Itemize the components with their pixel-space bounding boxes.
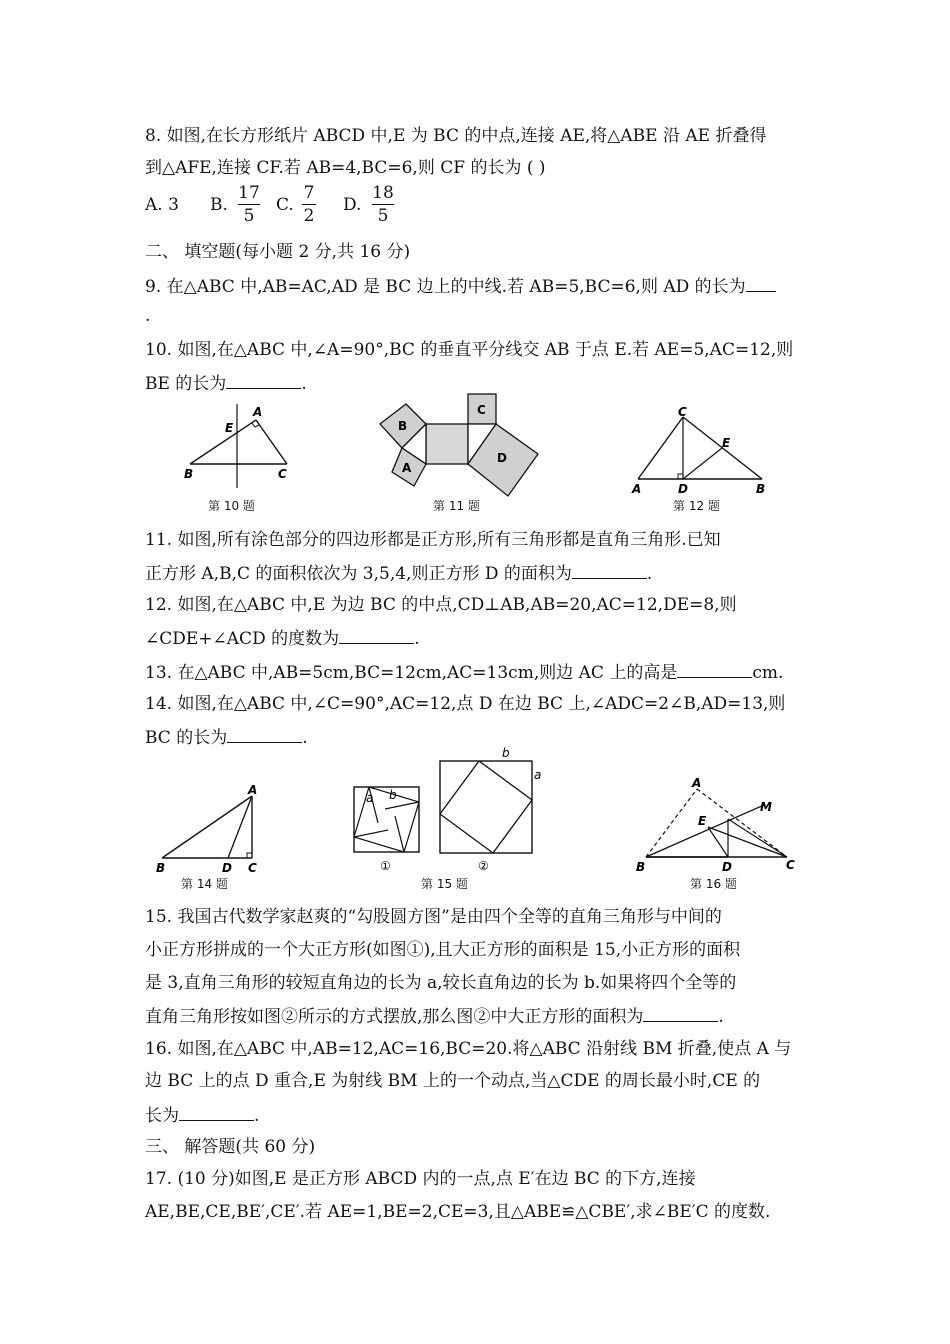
q10-text: BE 的长为	[145, 374, 227, 394]
q15-line3: 是 3,直角三角形的较短直角边的长为 a,较长直角边的长为 b.如果将四个全等的	[145, 973, 737, 993]
figure-q10	[180, 400, 300, 490]
q8-option-c-fraction	[302, 183, 316, 226]
caption-q16: 第 16 题	[690, 877, 737, 891]
q11-line2: 正方形 A,B,C 的面积依次为 3,5,4,则正方形 D 的面积为 .	[145, 560, 652, 586]
f10-label-a: A	[253, 405, 263, 419]
f11-label-a: A	[402, 461, 412, 475]
f11-label-b: B	[398, 419, 408, 433]
q8-line2: 到△AFE,连接 CF.若 AB=4,BC=6,则 CF 的长为 ( )	[145, 158, 546, 178]
f15-label-b: b	[389, 788, 397, 802]
figure-q15	[348, 745, 548, 877]
figure-q12	[628, 405, 773, 495]
f10-label-e: E	[225, 421, 234, 435]
f12-label-a: A	[632, 482, 642, 495]
q8-option-d-label: D.	[343, 195, 362, 215]
q8-d-numerator: 18	[372, 183, 394, 203]
f16-label-e: E	[698, 814, 707, 828]
f12-label-b: B	[756, 482, 766, 495]
figure-q11	[378, 392, 543, 497]
q8-option-c-label: C.	[276, 195, 294, 215]
q10-line2: BE 的长为 .	[145, 370, 307, 396]
q12-line2: ∠CDE+∠ACD 的度数为 .	[145, 625, 420, 651]
q9-answer-blank[interactable]	[746, 273, 776, 292]
q14-answer-blank[interactable]	[227, 724, 302, 743]
f16-label-a: A	[692, 776, 702, 790]
q13-answer-blank[interactable]	[677, 659, 752, 678]
q8-option-b-label: B.	[210, 195, 228, 215]
section-3-heading: 三、 解答题(共 60 分)	[145, 1137, 316, 1157]
f16-label-b: B	[636, 860, 646, 874]
q8-option-d-fraction	[372, 183, 394, 226]
f10-label-c: C	[278, 467, 287, 481]
caption-q14: 第 14 题	[181, 877, 228, 891]
q13-text: 13. 在△ABC 中,AB=5cm,BC=12cm,AC=13cm,则边 AC 上的高是	[145, 663, 678, 683]
figure-q16	[632, 775, 804, 875]
q12-text: ∠CDE+∠ACD 的度数为	[145, 629, 340, 649]
q8-c-denominator: 2	[303, 206, 315, 226]
q16-line3: 长为 .	[145, 1102, 259, 1128]
caption-q12: 第 12 题	[673, 499, 720, 513]
q8-option-b-fraction	[238, 183, 260, 226]
caption-q11: 第 11 题	[433, 499, 480, 513]
q14-line1: 14. 如图,在△ABC 中,∠C=90°,AC=12,点 D 在边 BC 上,∠ADC=2∠B,AD=13,则	[145, 694, 786, 714]
q8-b-numerator: 17	[238, 183, 260, 203]
f16-label-d: D	[722, 860, 732, 874]
q9-line1	[145, 273, 776, 299]
q10-line1: 10. 如图,在△ABC 中,∠A=90°,BC 的垂直平分线交 AB 于点 E.若 AE=5,AC=12,则	[145, 340, 794, 360]
q8-c-numerator: 7	[303, 183, 315, 203]
f15-label-a: a	[366, 791, 374, 805]
q12-line1: 12. 如图,在△ABC 中,E 为边 BC 的中点,CD⊥AB,AB=20,AC=12,DE=8,则	[145, 595, 737, 615]
q17-line2: AE,BE,CE,BE′,CE′.若 AE=1,BE=2,CE=3,且△ABE≌△CBE′,求∠BE′C 的度数.	[145, 1202, 771, 1222]
q8-line1: 8. 如图,在长方形纸片 ABCD 中,E 为 BC 的中点,连接 AE,将△ABE 沿 AE 折叠得	[145, 126, 767, 146]
f16-label-m: M	[760, 800, 772, 814]
f14-label-c: C	[248, 861, 257, 874]
q15-line4: 直角三角形按如图②所示的方式摆放,那么图②中大正方形的面积为 .	[145, 1003, 724, 1029]
q17-line1: 17. (10 分)如图,E 是正方形 ABCD 内的一点,点 E′在边 BC 的下方,连接	[145, 1169, 696, 1189]
f11-label-d: D	[497, 451, 507, 465]
f14-label-b: B	[156, 861, 166, 874]
q13-line1: 13. 在△ABC 中,AB=5cm,BC=12cm,AC=13cm,则边 AC 上的高是 cm.	[145, 659, 783, 685]
f15-label-a2: a	[534, 768, 542, 782]
q15-line2: 小正方形拼成的一个大正方形(如图①),且大正方形的面积是 15,小正方形的面积	[145, 940, 741, 960]
q11-answer-blank[interactable]	[572, 560, 647, 579]
f10-label-b: B	[184, 467, 194, 481]
f12-label-e: E	[722, 436, 731, 450]
section-2-heading: 二、 填空题(每小题 2 分,共 16 分)	[145, 242, 411, 262]
figure-q14	[152, 782, 267, 874]
q14-line2: BC 的长为 .	[145, 724, 308, 750]
f14-label-a: A	[248, 783, 258, 797]
q9-text: 9. 在△ABC 中,AB=AC,AD 是 BC 边上的中线.若 AB=5,BC=6,则 AD 的长为	[145, 277, 746, 297]
f12-label-d: D	[678, 482, 688, 495]
q14-text: BC 的长为	[145, 728, 228, 748]
f15-label-fig2: ②	[478, 859, 489, 873]
q16-text: 长为	[145, 1106, 179, 1126]
q11-line1: 11. 如图,所有涂色部分的四边形都是正方形,所有三角形都是直角三角形.已知	[145, 530, 721, 550]
q16-line1: 16. 如图,在△ABC 中,AB=12,AC=16,BC=20.将△ABC 沿射线 BM 折叠,使点 A 与	[145, 1039, 792, 1059]
f16-label-c: C	[786, 858, 795, 872]
q15-answer-blank[interactable]	[643, 1003, 718, 1022]
f11-label-c: C	[477, 403, 486, 417]
q16-answer-blank[interactable]	[179, 1102, 254, 1121]
f15-label-fig1: ①	[380, 859, 391, 873]
q8-d-denominator: 5	[377, 206, 389, 226]
q8-b-denominator: 5	[243, 206, 255, 226]
q9-line2: .	[145, 306, 151, 326]
f12-label-c: C	[678, 405, 687, 419]
f15-label-b2: b	[502, 746, 510, 760]
q16-line2: 边 BC 上的点 D 重合,E 为射线 BM 上的一个动点,当△CDE 的周长最小时,CE 的	[145, 1071, 761, 1091]
q15-text: 直角三角形按如图②所示的方式摆放,那么图②中大正方形的面积为	[145, 1007, 644, 1027]
caption-q15: 第 15 题	[421, 877, 468, 891]
q15-line1: 15. 我国古代数学家赵爽的“勾股圆方图”是由四个全等的直角三角形与中间的	[145, 907, 722, 927]
q8-option-a: A. 3	[145, 195, 179, 215]
caption-q10: 第 10 题	[208, 499, 255, 513]
q11-text: 正方形 A,B,C 的面积依次为 3,5,4,则正方形 D 的面积为	[145, 564, 572, 584]
q12-answer-blank[interactable]	[339, 625, 414, 644]
f14-label-d: D	[222, 861, 232, 874]
q10-answer-blank[interactable]	[226, 370, 301, 389]
